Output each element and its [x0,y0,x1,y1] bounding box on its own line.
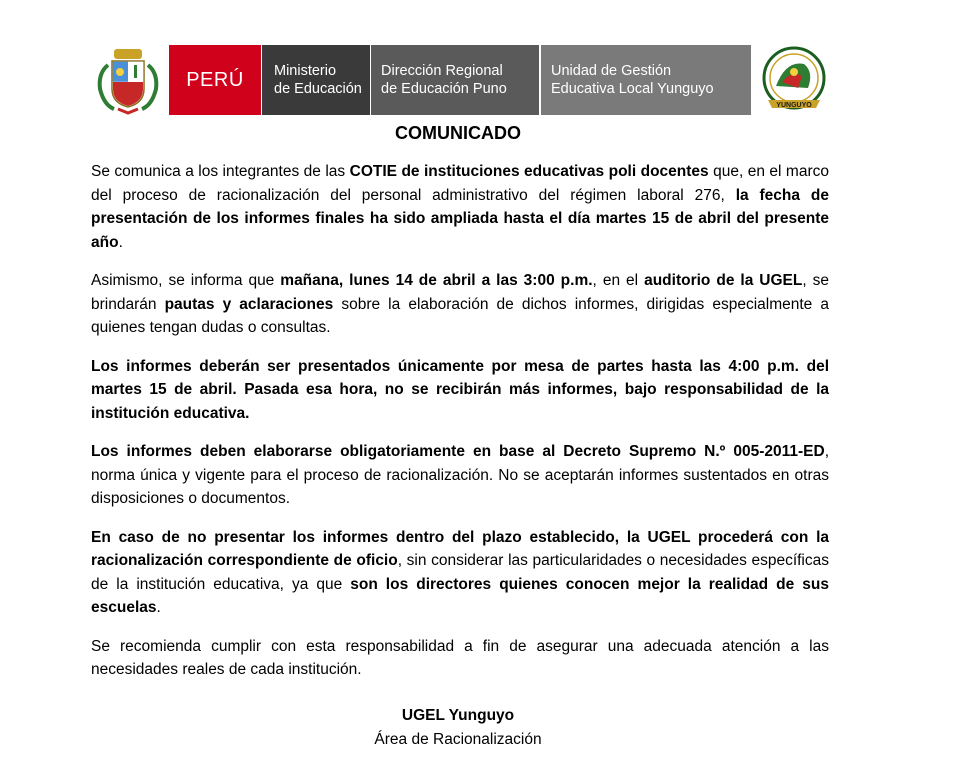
peru-label: PERÚ [186,69,244,91]
signature-block [0,704,916,752]
peru-brand-block [169,45,261,115]
p4-text-1: , norma única y vigente para el proceso de racionalización. No se aceptarán informes sustentados en otras disposiciones o documentos. [91,443,829,507]
signature-org: UGEL Yunguyo [401,707,515,724]
p5-bold-2: son los directores quienes conocen mejor la realidad de sus escuelas [91,575,829,616]
p1-bold-2: la fecha de presentación de los informes finales ha sido ampliada hasta el día martes 15 de abril del presente año [91,186,830,251]
seal-ribbon-text: YUNGUYO [776,102,812,109]
paragraph-consequence [91,526,829,620]
paragraph-cotie [91,160,829,254]
p3-bold-1: Los informes deberán ser presentados únicamente por mesa de partes hasta las 4:00 p.m. del martes 15 de abril. Pasada esa hora, no se recibirán más informes, bajo responsabilidad de la institución educativa. [91,357,829,422]
ministry-block [262,45,370,115]
document-body [91,160,829,697]
p4-bold-1: Los informes deben elaborarse obligatoriamente en base al Decreto Supremo N.º 005-2011-ED [91,443,825,460]
p1-bold-1: COTIE de instituciones educativas poli docentes [349,163,709,180]
paragraph-meeting [91,269,829,340]
ugel-line-1: Unidad de Gestión [551,63,672,79]
p2-text-3: , se brindarán [91,272,830,313]
p5-text-1: , sin considerar las particularidades o necesidades específicas de la institución educativa, ya que [91,552,829,593]
document-title: COMUNICADO [395,123,521,143]
paragraph-recommendation [91,635,829,682]
peru-coat-of-arms-icon [94,45,162,115]
p2-text-1: Asimismo, se informa que [91,272,281,289]
p5-bold-1: En caso de no presentar los informes dentro del plazo establecido, la UGEL procederá con la racionalización correspondiente de oficio [91,528,829,569]
institutional-header [94,45,830,115]
p6-text-1: Se recomienda cumplir con esta responsabilidad a fin de asegurar una adecuada atención a las necesidades reales de cada institución. [91,637,829,678]
ugel-line-2: Educativa Local Yunguyo [551,81,714,97]
p1-text-2: que, en el marco del proceso de racionalización del personal administrativo del régimen laboral 276, [91,163,829,204]
regional-directorate-block [371,45,539,115]
p2-text-2: , en el [592,272,645,289]
ministry-line-2: de Educación [274,81,362,97]
signature-area: Área de Racionalización [374,731,542,748]
ugel-block [541,45,751,115]
p2-bold-3: pautas y aclaraciones [164,295,334,313]
paragraph-deadline [91,355,829,426]
ugel-yunguyo-seal-icon [758,46,830,116]
dre-line-2: de Educación Puno [381,81,507,97]
p5-text-2: . [156,599,161,616]
paragraph-decree [91,440,829,511]
dre-line-1: Dirección Regional [381,63,503,79]
p2-bold-2: auditorio de la UGEL [644,272,803,289]
p1-text-3: . [118,233,123,251]
p2-bold-1: mañana, lunes 14 de abril a las 3:00 p.m. [280,272,593,289]
p2-text-4: sobre la elaboración de dichos informes, dirigidas especialmente a quienes tengan dudas o consultas. [91,295,830,336]
ministry-line-1: Ministerio [274,63,337,79]
p1-text-1: Se comunica a los integrantes de las [91,163,350,180]
